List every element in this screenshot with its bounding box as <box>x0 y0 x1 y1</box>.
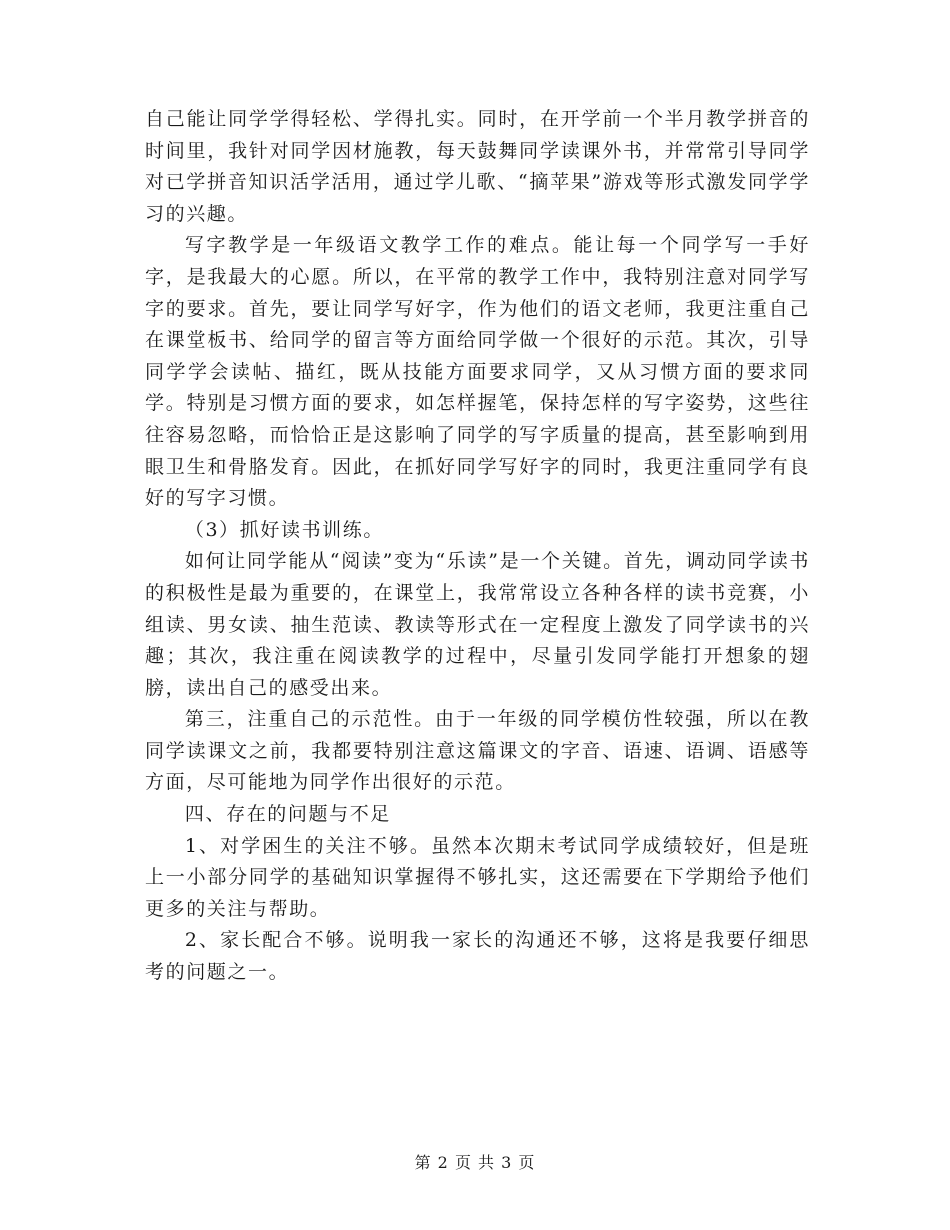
document-body <box>145 104 810 989</box>
section-heading-issues: 四、存在的问题与不足 <box>184 803 391 826</box>
paragraph-8: 2、家长配合不够。说明我一家长的沟通还不够，这将是我要仔细思考的问题之一。 <box>145 929 810 984</box>
paragraph-7: 1、对学困生的关注不够。虽然本次期末考试同学成绩较好，但是班上一小部分同学的基础知识掌握得不够扎实，这还需要在下学期给予他们更多的关注与帮助。 <box>145 834 810 920</box>
page-footer: 第 2 页 共 3 页 <box>414 1153 536 1172</box>
paragraph-4: 如何让同学能从“阅读”变为“乐读”是一个关键。首先，调动同学读书的积极性是最为重要的，在课堂上，我常常设立各种各样的读书竞赛，小组读、男女读、抽生范读、教读等形式在一定程度上激发了同学读书的兴趣；其次，我注重在阅读教学的过程中，尽量引发同学能打开想象的翅膀，读出自己的感受出来。 <box>145 550 810 699</box>
paragraph-3-heading: （3）抓好读书训练。 <box>184 518 384 541</box>
paragraph-5: 第三，注重自己的示范性。由于一年级的同学模仿性较强，所以在教同学读课文之前，我都要特别注意这篇课文的字音、语速、语调、语感等方面，尽可能地为同学作出很好的示范。 <box>145 708 810 794</box>
paragraph-1: 自己能让同学学得轻松、学得扎实。同时，在开学前一个半月教学拼音的时间里，我针对同学因材施教，每天鼓舞同学读课外书，并常常引导同学对已学拼音知识活学活用，通过学儿歌、“摘苹果”游戏等形式激发同学学习的兴趣。 <box>145 108 810 225</box>
paragraph-2: 写字教学是一年级语文教学工作的难点。能让每一个同学写一手好字，是我最大的心愿。所以，在平常的教学工作中，我特别注意对同学写字的要求。首先，要让同学写好字，作为他们的语文老师，我更注重自己在课堂板书、给同学的留言等方面给同学做一个很好的示范。其次，引导同学学会读帖、描红，既从技能方面要求同学，又从习惯方面的要求同学。特别是习惯方面的要求，如怎样握笔，保持怎样的写字姿势，这些往往容易忽略，而恰恰正是这影响了同学的写字质量的提高，甚至影响到用眼卫生和骨胳发育。因此，在抓好同学写好字的同时，我更注重同学有良好的写字习惯。 <box>145 234 810 510</box>
